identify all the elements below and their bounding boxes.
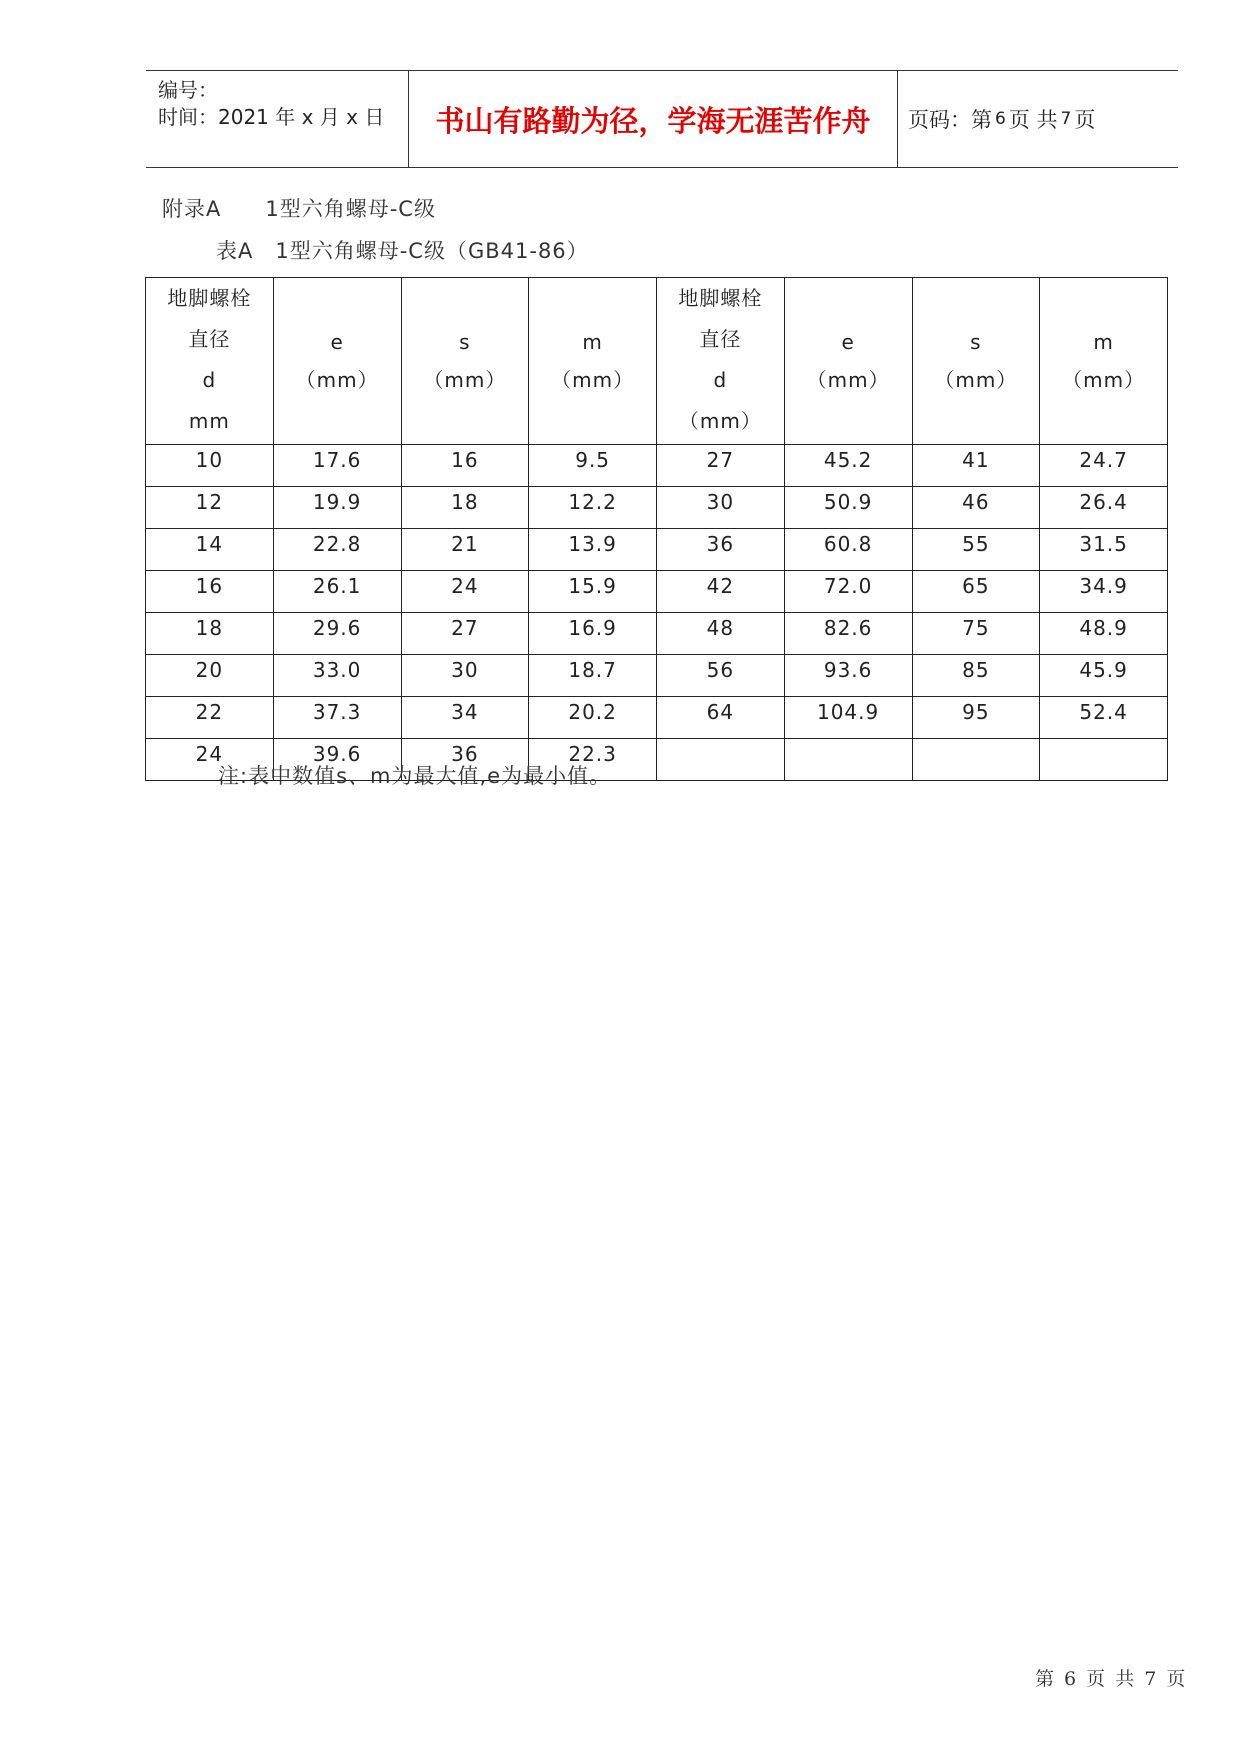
table-cell: 56 — [657, 655, 785, 697]
table-cell — [657, 739, 785, 781]
table-cell: 60.8 — [784, 529, 912, 571]
header-line: （mm） — [551, 368, 635, 392]
table-cell: 17.6 — [273, 445, 401, 487]
header-line: d — [202, 368, 217, 392]
table-cell: 27 — [657, 445, 785, 487]
table-cell: 20 — [146, 655, 274, 697]
header-cell — [912, 278, 1040, 445]
header-cell-content — [913, 323, 1040, 399]
table-cell: 18.7 — [529, 655, 657, 697]
header-line: 地脚螺栓 — [678, 286, 763, 310]
table-cell: 13.9 — [529, 529, 657, 571]
table-cell: 48 — [657, 613, 785, 655]
page-total: 7 — [1060, 109, 1072, 129]
table-cell: 29.6 — [273, 613, 401, 655]
header-line: （mm） — [678, 409, 762, 433]
table-cell: 18 — [401, 487, 529, 529]
table-cell: 85 — [912, 655, 1040, 697]
table-title: 表A 1型六角螺母-C级（GB41-86） — [216, 239, 589, 263]
table-cell: 26.1 — [273, 571, 401, 613]
header-meta — [146, 71, 408, 167]
header-cell-content — [146, 278, 273, 444]
header-line: m — [582, 330, 603, 354]
table-row — [146, 529, 1168, 571]
header-line: （mm） — [423, 368, 507, 392]
table-cell: 33.0 — [273, 655, 401, 697]
nut-dimension-table — [145, 277, 1168, 781]
table-cell: 12 — [146, 487, 274, 529]
table-cell: 26.4 — [1040, 487, 1168, 529]
page-prefix: 页码：第 — [908, 108, 992, 132]
table-cell: 72.0 — [784, 571, 912, 613]
header-line: 直径 — [699, 327, 742, 351]
table-cell: 75 — [912, 613, 1040, 655]
table-cell: 24 — [401, 571, 529, 613]
table-cell: 10 — [146, 445, 274, 487]
table-note: 注:表中数值s、m为最大值,e为最小值。 — [218, 764, 612, 788]
table-cell: 82.6 — [784, 613, 912, 655]
header-line: d — [713, 368, 728, 392]
page-current: 6 — [995, 109, 1006, 129]
table-cell: 50.9 — [784, 487, 912, 529]
table-cell: 22.3 — [529, 739, 657, 781]
header-cell-content — [402, 323, 529, 399]
table-cell: 48.9 — [1040, 613, 1168, 655]
table-cell: 24.7 — [1040, 445, 1168, 487]
table-cell: 37.3 — [273, 697, 401, 739]
table-cell: 45.2 — [784, 445, 912, 487]
table-row — [146, 655, 1168, 697]
table-cell: 19.9 — [273, 487, 401, 529]
header-cell-content — [785, 323, 912, 399]
table-cell: 21 — [401, 529, 529, 571]
table-cell: 9.5 — [529, 445, 657, 487]
table-cell: 27 — [401, 613, 529, 655]
header-line: e — [841, 330, 855, 354]
header-cell-content — [274, 323, 401, 399]
table-cell: 30 — [657, 487, 785, 529]
table-cell: 64 — [657, 697, 785, 739]
appendix-title: 附录A 1型六角螺母-C级 — [162, 197, 436, 221]
table-cell: 93.6 — [784, 655, 912, 697]
table-cell: 18 — [146, 613, 274, 655]
table-cell: 12.2 — [529, 487, 657, 529]
table-cell — [784, 739, 912, 781]
header-cell — [529, 278, 657, 445]
table-cell: 55 — [912, 529, 1040, 571]
table-cell — [912, 739, 1040, 781]
table-cell: 24 — [146, 739, 274, 781]
header-line: （mm） — [934, 368, 1018, 392]
header-cell — [401, 278, 529, 445]
table-cell — [1040, 739, 1168, 781]
header-line: s — [970, 330, 982, 354]
table-cell: 22.8 — [273, 529, 401, 571]
header-line: mm — [188, 409, 230, 433]
table-cell: 104.9 — [784, 697, 912, 739]
table-cell: 46 — [912, 487, 1040, 529]
table-row — [146, 697, 1168, 739]
header-cell — [1040, 278, 1168, 445]
table-cell: 52.4 — [1040, 697, 1168, 739]
table-cell: 36 — [657, 529, 785, 571]
table-body — [146, 445, 1168, 781]
table-cell: 30 — [401, 655, 529, 697]
time-label: 时间：2021 年 x 月 x 日 — [158, 105, 385, 129]
header-cell-content — [1040, 323, 1167, 399]
table-cell: 34.9 — [1040, 571, 1168, 613]
header-line: 直径 — [188, 327, 231, 351]
header-cell — [146, 278, 274, 445]
header-line: （mm） — [806, 368, 890, 392]
table-cell: 41 — [912, 445, 1040, 487]
table-cell: 16 — [401, 445, 529, 487]
table-cell: 22 — [146, 697, 274, 739]
table-cell: 20.2 — [529, 697, 657, 739]
table-cell: 14 — [146, 529, 274, 571]
table-cell: 95 — [912, 697, 1040, 739]
header-line: e — [330, 330, 344, 354]
header-cell — [784, 278, 912, 445]
header-line: （mm） — [295, 368, 379, 392]
header-line: m — [1093, 330, 1114, 354]
header-line: （mm） — [1062, 368, 1146, 392]
table-cell: 16 — [146, 571, 274, 613]
header-cell-content — [657, 278, 784, 444]
header-motto: 书山有路勤为径，学海无涯苦作舟 — [408, 71, 898, 167]
table-row — [146, 487, 1168, 529]
serial-label: 编号： — [158, 78, 218, 102]
header-cell — [273, 278, 401, 445]
page-middle: 页 共 — [1008, 108, 1058, 132]
table-cell: 15.9 — [529, 571, 657, 613]
page-suffix: 页 — [1074, 108, 1096, 132]
table-cell: 45.9 — [1040, 655, 1168, 697]
table-row — [146, 571, 1168, 613]
table-cell: 31.5 — [1040, 529, 1168, 571]
header-page-info — [896, 71, 1178, 167]
page-footer: 第 6 页 共 7 页 — [1035, 1668, 1186, 1690]
table-cell: 42 — [657, 571, 785, 613]
header-line: 地脚螺栓 — [167, 286, 252, 310]
table-cell: 65 — [912, 571, 1040, 613]
table-header-row — [146, 278, 1168, 445]
header-cell — [657, 278, 785, 445]
table-cell: 16.9 — [529, 613, 657, 655]
header-cell-content — [529, 323, 656, 399]
page-header — [146, 70, 1178, 168]
table-cell: 36 — [401, 739, 529, 781]
table-row — [146, 445, 1168, 487]
header-line: s — [459, 330, 471, 354]
table-cell: 39.6 — [273, 739, 401, 781]
table-cell: 34 — [401, 697, 529, 739]
table-row — [146, 613, 1168, 655]
